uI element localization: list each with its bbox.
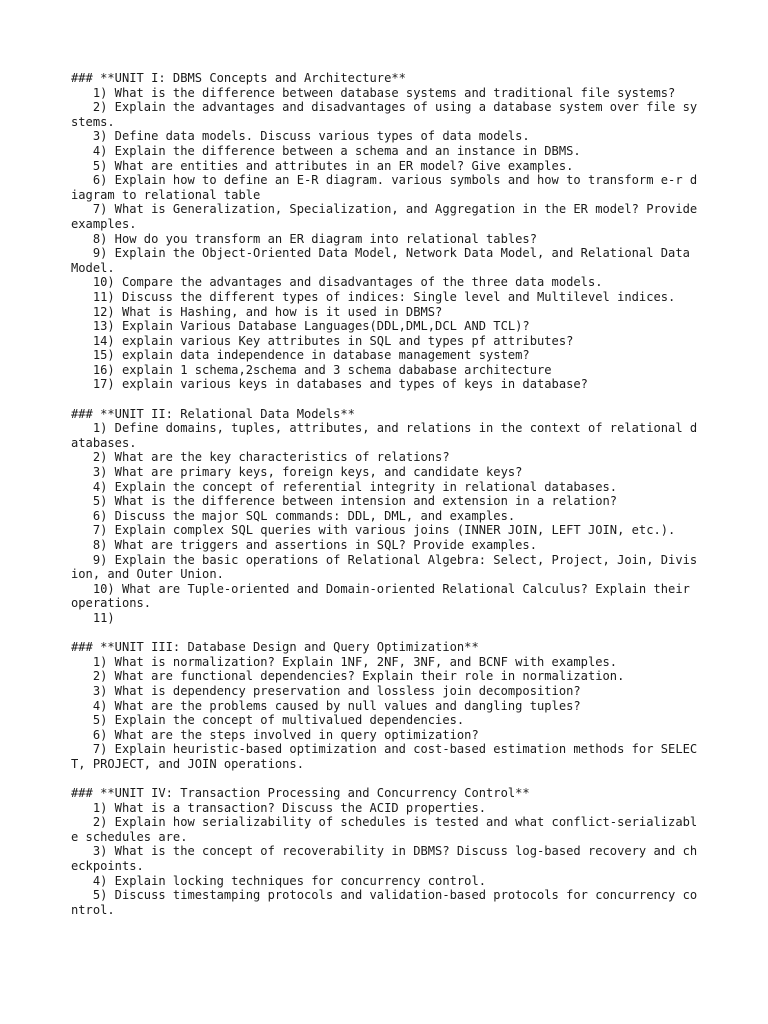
document-page	[71, 71, 705, 932]
section-heading: ### **UNIT I: DBMS Concepts and Architecture**	[71, 71, 406, 85]
question-item: 3) What is dependency preservation and lossless join decomposition?	[71, 683, 581, 698]
question-item: 4) Explain the concept of referential integrity in relational databases.	[71, 479, 618, 494]
question-item: 5) What are entities and attributes in an ER model? Give examples.	[71, 158, 574, 173]
question-item: 7) Explain heuristic-based optimization and cost-based estimation methods for SELECT, PROJECT, and JOIN operations.	[71, 742, 698, 771]
question-item: 11)	[71, 610, 115, 625]
question-item: 13) Explain Various Database Languages(DDL,DML,DCL AND TCL)?	[71, 319, 530, 334]
question-item: 8) What are triggers and assertions in SQL? Provide examples.	[71, 538, 537, 552]
section-unit-1	[71, 71, 705, 392]
section-heading: ### **UNIT III: Database Design and Query Optimization**	[71, 640, 479, 655]
question-item: 2) What are the key characteristics of relations?	[71, 450, 450, 465]
question-item: 16) explain 1 schema,2schema and 3 schema dababase architecture	[71, 362, 552, 377]
question-item: 4) What are the problems caused by null values and dangling tuples?	[71, 698, 581, 713]
question-item: 4) Explain the difference between a schema and an instance in DBMS.	[71, 143, 581, 158]
section-unit-4	[71, 786, 701, 917]
question-item: 2) Explain how serializability of schedules is tested and what conflict-serializable schedules are.	[71, 815, 698, 844]
question-item: 1) Define domains, tuples, attributes, and relations in the context of relational databases.	[71, 421, 698, 450]
question-item: 1) What is the difference between database systems and traditional file systems?	[71, 85, 676, 100]
question-item: 7) What is Generalization, Specialization, and Aggregation in the ER model? Provide examples.	[71, 202, 705, 231]
question-item: 5) What is the difference between intension and extension in a relation?	[71, 494, 618, 509]
question-item: 6) What are the steps involved in query optimization?	[71, 727, 479, 742]
question-item: 10) Compare the advantages and disadvantages of the three data models.	[71, 275, 603, 290]
section-unit-2	[71, 407, 701, 626]
question-item: 10) What are Tuple-oriented and Domain-oriented Relational Calculus? Explain their operations.	[71, 581, 698, 611]
question-item: 12) What is Hashing, and how is it used in DBMS?	[71, 304, 443, 319]
question-item: 1) What is a transaction? Discuss the ACID properties.	[71, 800, 487, 815]
question-item: 6) Discuss the major SQL commands: DDL, DML, and examples.	[71, 508, 516, 523]
question-item: 3) Define data models. Discuss various types of data models.	[71, 129, 530, 144]
question-item: 7) Explain complex SQL queries with various joins (INNER JOIN, LEFT JOIN, etc.).	[71, 523, 676, 538]
question-item: 3) What is the concept of recoverability in DBMS? Discuss log-based recovery and checkpoints.	[71, 844, 698, 874]
question-item: 9) Explain the Object-Oriented Data Model, Network Data Model, and Relational Data Model.	[71, 246, 698, 275]
question-item: 6) Explain how to define an E-R diagram. various symbols and how to transform e-r diagram to relational table	[71, 173, 698, 202]
question-item: 1) What is normalization? Explain 1NF, 2NF, 3NF, and BCNF with examples.	[71, 654, 618, 669]
question-item: 2) What are functional dependencies? Explain their role in normalization.	[71, 669, 625, 684]
question-item: 11) Discuss the different types of indices: Single level and Multilevel indices.	[71, 289, 676, 304]
question-item: 5) Explain the concept of multivalued dependencies.	[71, 713, 465, 728]
question-item: 3) What are primary keys, foreign keys, and candidate keys?	[71, 465, 523, 480]
question-item: 14) explain various Key attributes in SQL and types pf attributes?	[71, 333, 574, 348]
question-item: 9) Explain the basic operations of Relational Algebra: Select, Project, Join, Division, and Outer Union.	[71, 552, 698, 582]
section-heading: ### **UNIT II: Relational Data Models**	[71, 406, 355, 421]
section-unit-3	[71, 640, 701, 771]
question-item: 15) explain data independence in database management system?	[71, 348, 530, 363]
section-heading: ### **UNIT IV: Transaction Processing and Concurrency Control**	[71, 786, 530, 801]
question-item: 17) explain various keys in databases and types of keys in database?	[71, 377, 588, 392]
question-item: 4) Explain locking techniques for concurrency control.	[71, 873, 487, 888]
question-item: 2) Explain the advantages and disadvantages of using a database system over file systems.	[71, 100, 698, 129]
question-item: 5) Discuss timestamping protocols and validation-based protocols for concurrency control.	[71, 888, 698, 917]
question-item: 8) How do you transform an ER diagram into relational tables?	[71, 231, 537, 246]
